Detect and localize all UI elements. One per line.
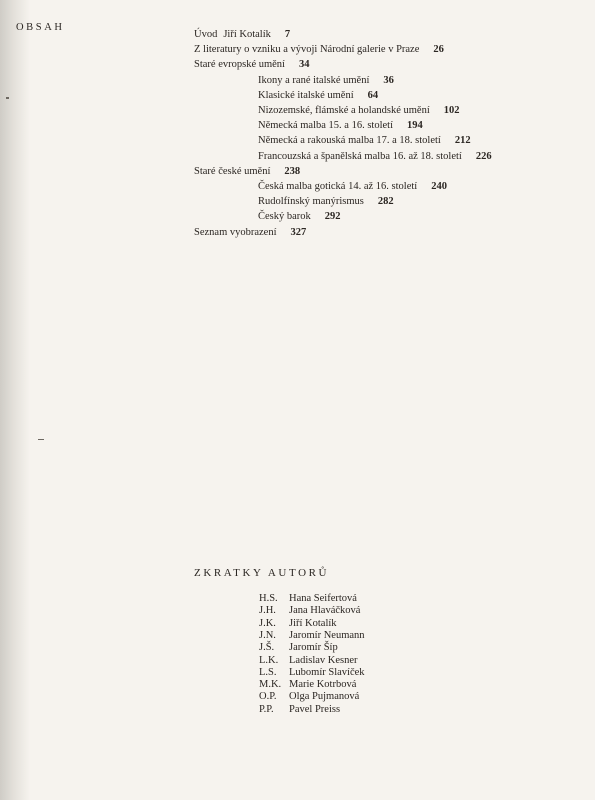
toc-entry-title: Z literatury o vzniku a vývoji Národní galerie v Praze	[194, 44, 420, 56]
contents-heading: OBSAH	[16, 22, 65, 33]
toc-entry-page: 36	[383, 74, 394, 86]
toc-entry	[194, 28, 290, 41]
page-gutter-shadow	[0, 0, 30, 800]
toc-entry	[258, 210, 341, 223]
toc-entry	[258, 134, 471, 147]
toc-entry	[258, 180, 447, 193]
author-code: H.S.	[259, 593, 278, 604]
toc-entry-author: Jiří Kotalík	[223, 29, 271, 40]
toc-entry-title: Německá a rakouská malba 17. a 18. století	[258, 135, 441, 147]
toc-entry-title: Klasické italské umění	[258, 89, 354, 101]
toc-entry-title: Rudolfínský manýrismus	[258, 196, 364, 208]
author-name: Olga Pujmanová	[289, 691, 360, 703]
toc-entry-title: Seznam vyobrazení	[194, 226, 277, 238]
toc-entry-page: 282	[377, 196, 394, 208]
toc-entry-page: 64	[367, 89, 379, 101]
author-code: J.H.	[259, 605, 276, 617]
toc-entry-title: Francouzská a španělská malba 16. až 18. století	[258, 150, 462, 162]
author-name: Jana Hlaváčková	[289, 605, 361, 617]
toc-entry-title: Úvod	[194, 29, 218, 40]
toc-entry	[258, 195, 394, 208]
stray-mark	[38, 439, 44, 440]
toc-entry-title: Český barok	[258, 211, 311, 223]
author-name: Ladislav Kesner	[289, 654, 358, 666]
toc-entry-page: 102	[443, 105, 460, 116]
author-row	[259, 592, 357, 605]
toc-entry-title: Staré české umění	[194, 165, 271, 177]
toc-entry	[258, 74, 394, 87]
author-name: Jiří Kotalík	[289, 617, 337, 629]
author-name: Jaromír Šíp	[289, 642, 338, 654]
toc-entry	[194, 43, 444, 56]
toc-entry-page: 292	[324, 211, 341, 223]
toc-entry	[258, 89, 378, 102]
author-name: Pavel Preiss	[289, 703, 341, 715]
author-code: J.K.	[259, 617, 276, 629]
toc-entry-page: 26	[433, 44, 444, 56]
toc-entry-page: 212	[454, 135, 471, 147]
toc-entry-page: 194	[407, 120, 423, 132]
author-row	[259, 666, 365, 679]
toc-entry	[194, 58, 309, 71]
toc-entry	[258, 104, 460, 117]
toc-entry	[258, 119, 423, 132]
toc-entry-page: 226	[475, 150, 492, 162]
toc-entry	[194, 165, 300, 178]
toc-entry-page: 327	[290, 226, 307, 238]
toc-entry-page: 34	[298, 59, 310, 71]
toc-entry-page: 238	[284, 165, 301, 177]
author-code: M.K.	[259, 679, 282, 691]
toc-entry-page: 7	[284, 29, 291, 40]
author-code: P.P.	[259, 703, 274, 715]
toc-entry-page: 240	[431, 181, 447, 192]
author-row	[259, 617, 337, 630]
toc-entry-title: Německá malba 15. a 16. století	[258, 120, 393, 132]
author-row	[259, 654, 358, 667]
author-name: Marie Kotrbová	[289, 679, 357, 691]
toc-entry-title: Česká malba gotická 14. až 16. století	[258, 181, 418, 192]
author-code: J.Š.	[259, 642, 275, 654]
toc-entry	[258, 150, 492, 163]
toc-entry-title: Nizozemské, flámské a holandské umění	[258, 105, 430, 116]
author-row	[259, 678, 356, 691]
author-code: J.N.	[259, 629, 276, 641]
author-row	[259, 690, 359, 703]
author-name: Jaromír Neumann	[289, 629, 365, 641]
toc-entry	[194, 226, 306, 239]
author-row	[259, 641, 338, 654]
stray-mark	[6, 97, 9, 99]
author-name: Hana Seifertová	[289, 593, 357, 604]
authors-heading: ZKRATKY AUTORŮ	[194, 567, 330, 579]
author-row	[259, 604, 360, 617]
toc-entry-title: Ikony a rané italské umění	[258, 74, 370, 86]
author-row	[259, 703, 340, 716]
author-code: L.S.	[259, 666, 277, 678]
author-code: L.K.	[259, 654, 279, 666]
author-row	[259, 629, 365, 642]
author-code: O.P.	[259, 691, 277, 703]
author-name: Lubomír Slavíček	[289, 666, 365, 678]
toc-entry-title: Staré evropské umění	[194, 59, 285, 71]
